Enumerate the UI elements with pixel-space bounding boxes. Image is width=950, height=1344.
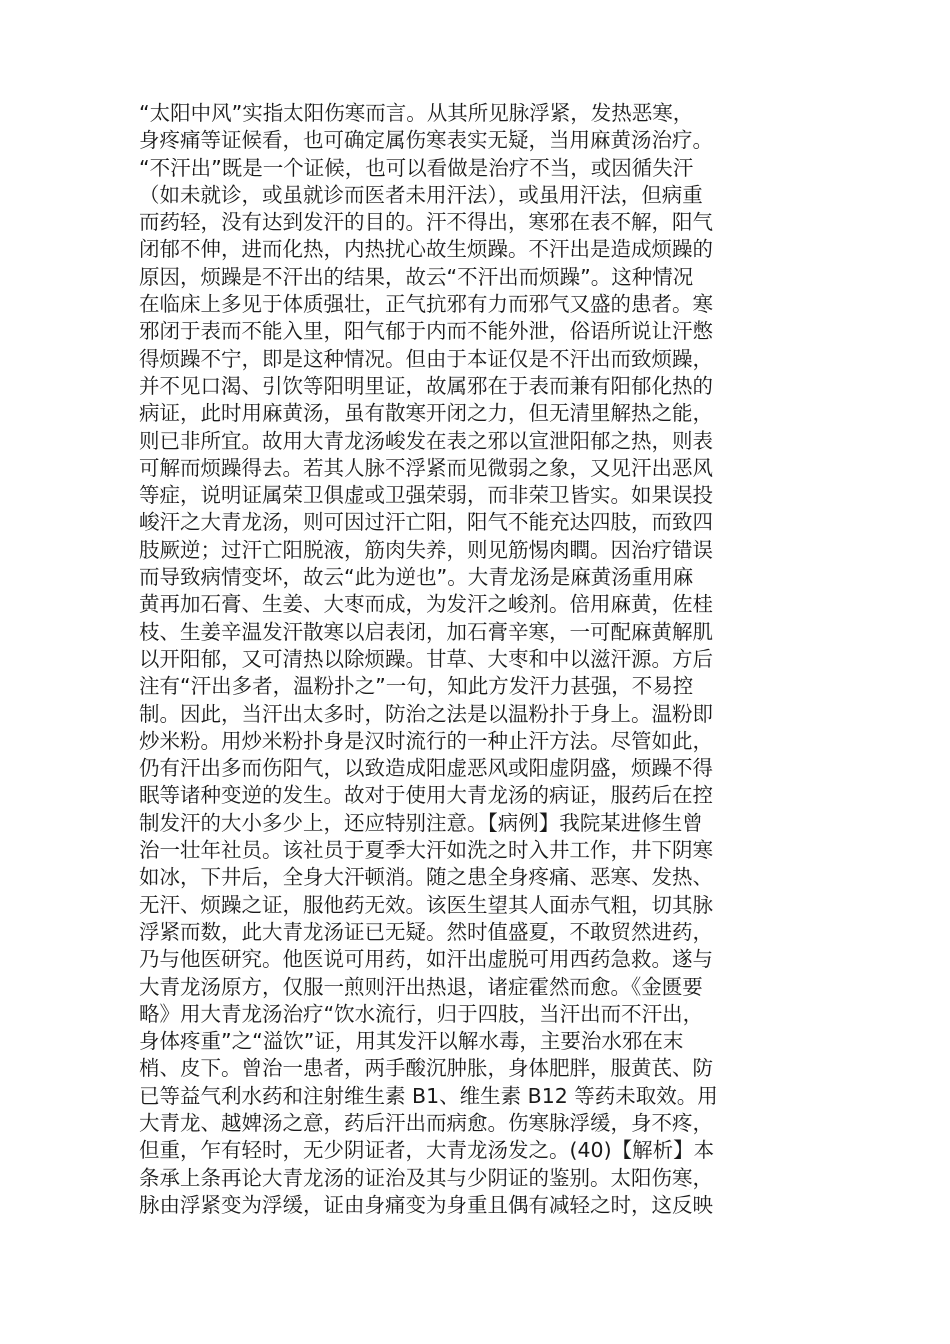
text-line: 治一壮年社员。该社员于夏季大汗如洗之时入井工作，井下阴寒: [139, 838, 713, 863]
text-line: 制。因此，当汗出太多时，防治之法是以温粉扑于身上。温粉即: [139, 701, 713, 726]
text-line: （如未就诊，或虽就诊而医者未用汗法），或虽用汗法，但病重: [139, 182, 703, 207]
text-line: 峻汗之大青龙汤，则可因过汗亡阳，阳气不能充达四肢，而致四: [139, 510, 713, 535]
text-line: 如冰，下井后，全身大汗顿消。随之患全身疼痛、恶寒、发热、: [139, 865, 713, 890]
text-line: 仍有汗出多而伤阳气，以致造成阳虚恶风或阳虚阴盛，烦躁不得: [139, 756, 713, 781]
text-line: 而药轻，没有达到发汗的目的。汗不得出，寒邪在表不解，阳气: [139, 210, 713, 235]
text-line: 可解而烦躁得去。若其人脉不浮紧而见微弱之象，又见汗出恶风: [139, 455, 713, 480]
text-line: 黄再加石膏、生姜、大枣而成，为发汗之峻剂。倍用麻黄，佐桂: [139, 592, 713, 617]
text-line: 注有“汗出多者，温粉扑之”一句，知此方发汗力甚强，不易控: [139, 674, 694, 699]
text-line: 并不见口渴、引饮等阳明里证，故属邪在于表而兼有阳郁化热的: [139, 373, 713, 398]
text-line: 无汗、烦躁之证，服他药无效。该医生望其人面赤气粗，切其脉: [139, 892, 713, 917]
body-text: [139, 100, 819, 1219]
text-line: 眠等诸种变逆的发生。故对于使用大青龙汤的病证，服药后在控: [139, 783, 713, 808]
text-line: 身疼痛等证候看，也可确定属伤寒表实无疑，当用麻黄汤治疗。: [139, 128, 713, 153]
text-line: 在临床上多见于体质强壮，正气抗邪有力而邪气又盛的患者。寒: [139, 292, 713, 317]
text-line: 闭郁不伸，进而化热，内热扰心故生烦躁。不汗出是造成烦躁的: [139, 237, 713, 262]
text-line: 而导致病情变坏，故云“此为逆也”。大青龙汤是麻黄汤重用麻: [139, 565, 694, 590]
text-line: “不汗出”既是一个证候，也可以看做是治疗不当，或因循失汗: [139, 155, 694, 180]
text-line: 以开阳郁，又可清热以除烦躁。甘草、大枣和中以滋汗源。方后: [139, 646, 713, 671]
text-line: 但重，乍有轻时，无少阴证者，大青龙汤发之。(40)【解析】本: [139, 1138, 715, 1163]
text-line: 枝、生姜辛温发汗散寒以启表闭，加石膏辛寒，一可配麻黄解肌: [139, 619, 713, 644]
text-line: 浮紧而数，此大青龙汤证已无疑。然时值盛夏，不敢贸然进药，: [139, 919, 713, 944]
text-line: 大青龙、越婢汤之意，药后汗出而病愈。伤寒脉浮缓，身不疼，: [139, 1110, 713, 1135]
text-line: 等症，说明证属荣卫俱虚或卫强荣弱，而非荣卫皆实。如果误投: [139, 483, 713, 508]
text-line: 身体疼重”之“溢饮”证，用其发汗以解水毒，主要治水邪在末: [139, 1029, 684, 1054]
text-line: 略》用大青龙汤治疗“饮水流行，归于四肢，当汗出而不汗出，: [139, 1001, 704, 1026]
text-line: “太阳中风”实指太阳伤寒而言。从其所见脉浮紧，发热恶寒，: [139, 101, 694, 125]
text-line: 制发汗的大小多少上，还应特别注意。【病例】我院某进修生曾: [139, 810, 703, 835]
text-line: 邪闭于表而不能入里，阳气郁于内而不能外泄，俗语所说让汗憋: [139, 319, 713, 344]
text-line: 得烦躁不宁，即是这种情况。但由于本证仅是不汗出而致烦躁，: [139, 346, 713, 371]
text-line: 原因，烦躁是不汗出的结果，故云“不汗出而烦躁”。这种情况: [139, 264, 694, 289]
text-line: 条承上条再论大青龙汤的证治及其与少阴证的鉴别。太阳伤寒，: [139, 1165, 713, 1190]
text-line: 乃与他医研究。他医说可用药，如汗出虚脱可用西药急救。遂与: [139, 947, 713, 972]
text-line: 大青龙汤原方，仅服一煎则汗出热退，诸症霍然而愈。《金匮要: [139, 974, 703, 999]
text-line: 梢、皮下。曾治一患者，两手酸沉肿胀，身体肥胖，服黄芪、防: [139, 1056, 713, 1081]
text-line: 病证，此时用麻黄汤，虽有散寒开闭之力，但无清里解热之能，: [139, 401, 713, 426]
text-line: 脉由浮紧变为浮缓，证由身痛变为身重且偶有减轻之时，这反映: [139, 1192, 713, 1217]
text-line: 炒米粉。用炒米粉扑身是汉时流行的一种止汗方法。尽管如此，: [139, 728, 713, 753]
text-line: 则已非所宜。故用大青龙汤峻发在表之邪以宣泄阳郁之热，则表: [139, 428, 713, 453]
text-line: 肢厥逆；过汗亡阳脱液，筋肉失养，则见筋惕肉瞤。因治疗错误: [139, 537, 713, 562]
text-line: 已等益气利水药和注射维生素 B1、维生素 B12 等药未取效。用: [139, 1083, 718, 1108]
